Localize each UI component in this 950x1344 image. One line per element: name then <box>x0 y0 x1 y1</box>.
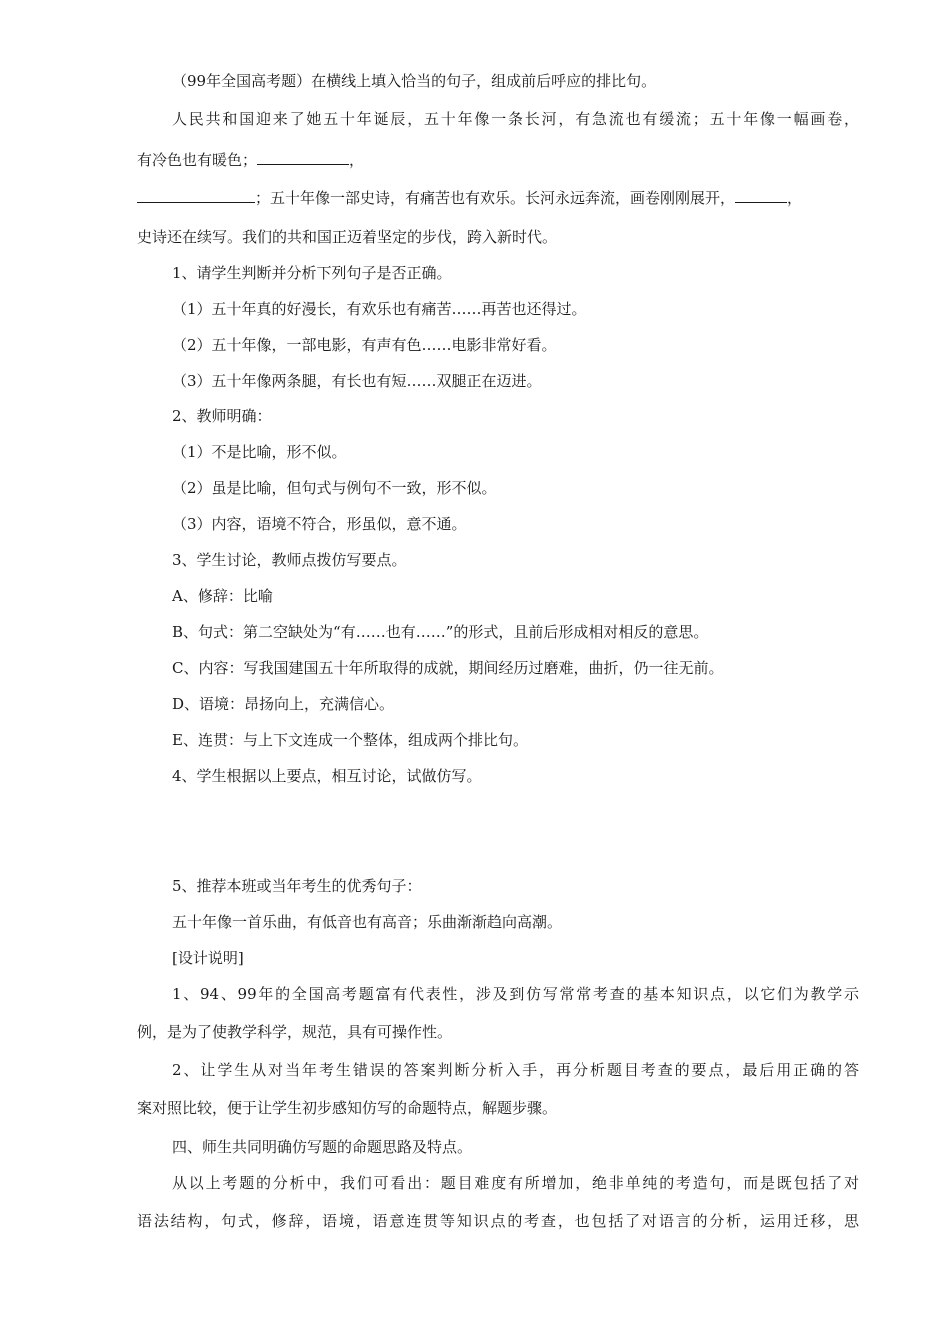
design-p1-line-2: 例，是为了使教学科学，规范，具有可操作性。 <box>137 1023 453 1041</box>
step1-item: （2）五十年像，一部电影，有声有色……电影非常好看。 <box>172 336 557 354</box>
step4-text: 4、学生根据以上要点，相互讨论，试做仿写。 <box>172 767 482 785</box>
design-heading: [设计说明] <box>172 949 244 967</box>
step3-item: A、修辞：比喻 <box>172 587 273 605</box>
step2-item: （1）不是比喻，形不似。 <box>172 443 347 461</box>
step3-heading: 3、学生讨论，教师点拨仿写要点。 <box>172 551 407 569</box>
step3-item: B、句式：第二空缺处为“有……也有……”的形式，且前后形成相对相反的意思。 <box>172 623 709 641</box>
step5-answer: 五十年像一首乐曲，有低音也有高音；乐曲渐渐趋向高潮。 <box>172 913 563 931</box>
step3-item: D、语境：昂扬向上，充满信心。 <box>172 695 395 713</box>
question-line-3 <box>137 188 802 208</box>
section4-line-1: 从以上考题的分析中，我们可看出：题目难度有所增加，绝非单纯的考造句，而是既包括了对 <box>172 1174 859 1192</box>
question-line-2-suffix: ， <box>349 151 365 169</box>
section4-heading: 四、师生共同明确仿写题的命题思路及特点。 <box>172 1138 473 1156</box>
step1-item: （1）五十年真的好漫长，有欢乐也有痛苦……再苦也还得过。 <box>172 300 587 318</box>
question-line-1: 人民共和国迎来了她五十年诞辰，五十年像一条长河，有急流也有缓流；五十年像一幅画卷， <box>172 110 859 128</box>
answer-blank-2[interactable] <box>137 188 255 203</box>
design-p1-line-1: 1、94、99年的全国高考题富有代表性，涉及到仿写常常考查的基本知识点，以它们为教学示 <box>172 985 859 1003</box>
step2-heading: 2、教师明确： <box>172 407 272 425</box>
step1-heading: 1、请学生判断并分析下列句子是否正确。 <box>172 264 452 282</box>
intro-text: （99年全国高考题）在横线上填入恰当的句子，组成前后呼应的排比句。 <box>172 72 657 90</box>
design-p2-line-1: 2、让学生从对当年考生错误的答案判断分析入手，再分析题目考查的要点，最后用正确的答 <box>172 1061 859 1079</box>
step3-item: C、内容：写我国建国五十年所取得的成就，期间经历过磨难，曲折，仍一往无前。 <box>172 659 724 677</box>
question-line-2-prefix: 有冷色也有暖色； <box>137 151 258 169</box>
step3-item: E、连贯：与上下文连成一个整体，组成两个排比句。 <box>172 731 528 749</box>
design-p2-line-2: 案对照比较，便于让学生初步感知仿写的命题特点，解题步骤。 <box>137 1099 558 1117</box>
question-line-3-suffix: ， <box>787 189 803 207</box>
section4-line-2: 语法结构，句式，修辞，语境，语意连贯等知识点的考查，也包括了对语言的分析，运用迁移，思 <box>137 1212 859 1230</box>
step2-item: （3）内容，语境不符合，形虽似，意不通。 <box>172 515 467 533</box>
step1-item: （3）五十年像两条腿，有长也有短……双腿正在迈进。 <box>172 372 542 390</box>
question-line-4: 史诗还在续写。我们的共和国正迈着坚定的步伐，跨入新时代。 <box>137 228 558 246</box>
answer-blank-3[interactable] <box>735 188 787 203</box>
step5-heading: 5、推荐本班或当年考生的优秀句子： <box>172 877 422 895</box>
question-line-2 <box>137 150 364 170</box>
answer-blank-1[interactable] <box>257 150 349 165</box>
step2-item: （2）虽是比喻，但句式与例句不一致，形不似。 <box>172 479 497 497</box>
question-line-3-middle: ；五十年像一部史诗，有痛苦也有欢乐。长河永远奔流，画卷刚刚展开， <box>255 189 736 207</box>
